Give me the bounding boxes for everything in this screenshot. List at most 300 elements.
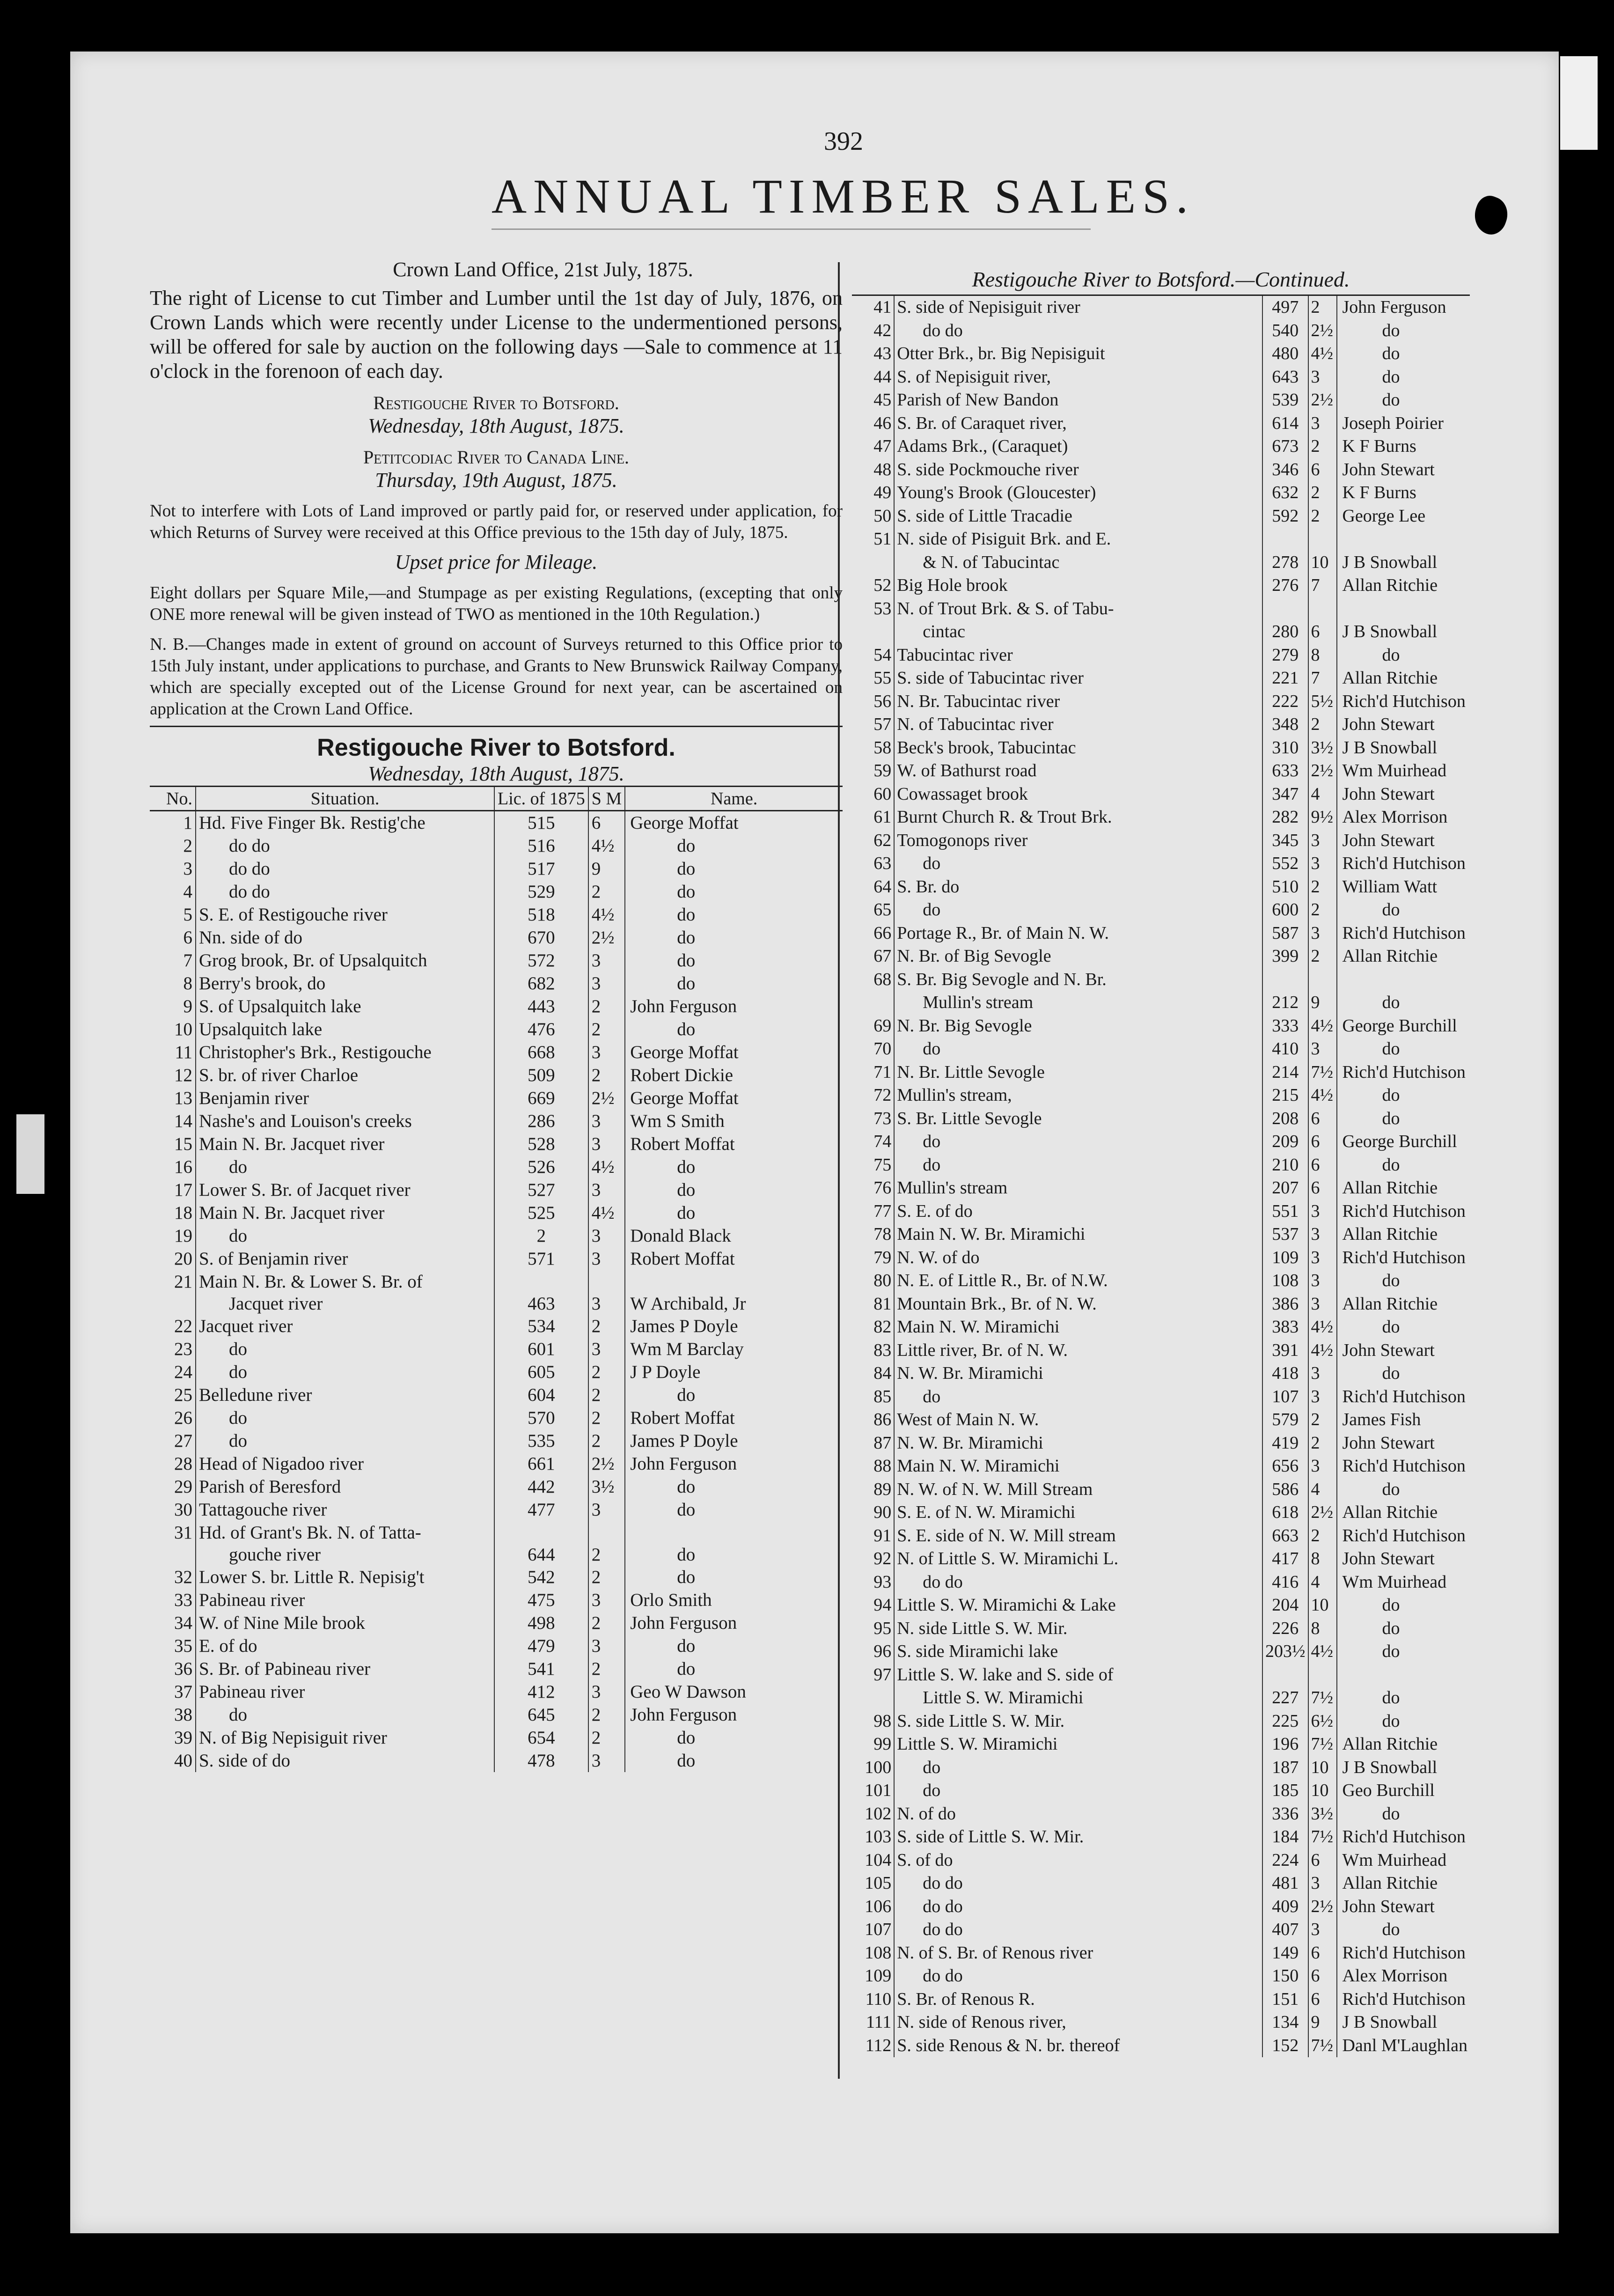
lot-number: 36 (150, 1657, 196, 1680)
square-miles: 6 (1308, 1988, 1337, 2011)
square-miles: 3 (588, 1293, 625, 1315)
license-number: 529 (494, 880, 588, 903)
license-number: 498 (494, 1612, 588, 1634)
square-miles: 2 (588, 1361, 625, 1383)
licensee-name: Rich'd Hutchison (1342, 691, 1466, 711)
square-miles: 2 (1308, 481, 1337, 505)
table-row (150, 1247, 843, 1270)
lot-situation: Parish of Beresford (196, 1475, 494, 1498)
license-number (1262, 968, 1308, 992)
lot-situation: Main N. Br. Jacquet river (196, 1201, 494, 1224)
sale1-date: Wednesday, 18th August, 1875. (368, 414, 624, 437)
license-number: 149 (1262, 1942, 1308, 1965)
square-miles: 2 (588, 1406, 625, 1429)
table-row (852, 1524, 1470, 1548)
licensee-name: William Watt (1342, 876, 1438, 897)
table-row (852, 1038, 1470, 1061)
table-row (150, 1703, 843, 1726)
lot-situation: do do (894, 319, 1262, 343)
lot-situation: Hd. of Grant's Bk. N. of Tatta- (196, 1521, 494, 1544)
table-row (150, 1315, 843, 1338)
sale1-route: Restigouche River to Botsford. (373, 392, 619, 413)
lot-number: 80 (873, 1271, 892, 1290)
licensee-name: George Burchill (1342, 1132, 1457, 1151)
license-number: 515 (494, 811, 588, 835)
licensee-name: Robert Moffat (630, 1249, 735, 1269)
license-number (1262, 1663, 1308, 1687)
license-number: 286 (494, 1110, 588, 1133)
license-number: 196 (1262, 1733, 1308, 1756)
square-miles: 6 (1308, 1849, 1337, 1872)
license-number: 463 (494, 1293, 588, 1315)
lot-number: 67 (873, 946, 892, 966)
square-miles: 3½ (588, 1475, 625, 1498)
licensee-name: Allan Ritchie (1342, 668, 1438, 688)
licensee-name (625, 1521, 843, 1544)
square-miles: 6 (1308, 458, 1337, 482)
square-miles: 2½ (588, 1452, 625, 1475)
lot-situation: do (196, 1155, 494, 1178)
lot-situation: do (894, 1154, 1262, 1177)
licensee-name: Allan Ritchie (1342, 575, 1438, 595)
square-miles: 4½ (1308, 1015, 1337, 1038)
licensee-name: John Stewart (1342, 1549, 1435, 1568)
lot-situation: Pabineau river (196, 1680, 494, 1703)
license-number: 663 (1262, 1524, 1308, 1548)
licensee-name: do (1382, 1108, 1400, 1128)
licensee-name: Wm Muirhead (1342, 1572, 1447, 1592)
licensee-name: do (1382, 1155, 1400, 1175)
licensee-name: K F Burns (1342, 436, 1416, 456)
license-number: 391 (1262, 1339, 1308, 1362)
lot-situation: Burnt Church R. & Trout Brk. (894, 806, 1262, 829)
lot-situation: Mountain Brk., Br. of N. W. (894, 1293, 1262, 1316)
col-header-lic: Lic. of 1875 (494, 787, 588, 811)
lots-table-right (852, 296, 1470, 2057)
square-miles: 6 (1308, 620, 1337, 644)
lot-situation: W. of Nine Mile brook (196, 1612, 494, 1634)
lot-number (852, 1686, 894, 1710)
lot-situation: Otter Brk., br. Big Nepisiguit (894, 342, 1262, 366)
square-miles: 6 (588, 811, 625, 835)
square-miles: 3 (1308, 829, 1337, 853)
license-number: 673 (1262, 435, 1308, 458)
table-row (150, 903, 843, 926)
lot-situation: S. Br. Big Sevogle and N. Br. (894, 968, 1262, 992)
license-number: 682 (494, 972, 588, 995)
sale2-date: Thursday, 19th August, 1875. (375, 469, 617, 492)
table-row (150, 1361, 843, 1383)
lot-situation: Main N. Br. Jacquet river (196, 1133, 494, 1155)
licensee-name: W Archibald, Jr (630, 1294, 746, 1314)
lot-situation: S. side Little S. W. Mir. (894, 1710, 1262, 1733)
table-row (852, 1918, 1470, 1942)
square-miles: 2½ (1308, 1895, 1337, 1919)
lot-number: 41 (873, 297, 892, 317)
lot-number: 55 (873, 668, 892, 688)
table-row (852, 898, 1470, 922)
square-miles: 2 (1308, 876, 1337, 899)
table-row (852, 1803, 1470, 1826)
licensee-name: do (1382, 367, 1400, 387)
lot-number: 51 (873, 529, 892, 549)
license-number: 540 (1262, 319, 1308, 343)
license-number: 476 (494, 1018, 588, 1041)
square-miles: 4½ (1308, 1084, 1337, 1107)
license-number: 208 (1262, 1107, 1308, 1131)
lot-situation: Young's Brook (Gloucester) (894, 481, 1262, 505)
table-row (852, 319, 1470, 343)
sale2-route: Petitcodiac River to Canada Line. (363, 447, 629, 468)
table-row (852, 759, 1470, 783)
lot-situation: Little S. W. Miramichi (894, 1733, 1262, 1756)
licensee-name: do (1382, 1618, 1400, 1638)
licensee-name: do (677, 882, 696, 902)
square-miles: 4½ (1308, 1316, 1337, 1339)
license-number: 222 (1262, 690, 1308, 714)
lot-number: 72 (873, 1085, 892, 1105)
table-row (150, 1293, 843, 1315)
lot-situation: S. of do (894, 1849, 1262, 1872)
licensee-name: do (1382, 900, 1400, 920)
square-miles: 3 (588, 1589, 625, 1612)
lot-number: 11 (150, 1041, 196, 1064)
lot-situation: S. E. side of N. W. Mill stream (894, 1524, 1262, 1548)
licensee-name: do (1382, 1085, 1400, 1105)
lot-number: 99 (873, 1734, 892, 1754)
license-number: 517 (494, 857, 588, 880)
lot-situation: Main N. W. Br. Miramichi (894, 1223, 1262, 1246)
lot-number: 6 (150, 926, 196, 949)
lot-number: 15 (150, 1133, 196, 1155)
table-row (852, 458, 1470, 482)
license-number: 210 (1262, 1154, 1308, 1177)
license-number: 215 (1262, 1084, 1308, 1107)
lot-situation: do (196, 1429, 494, 1452)
table-row (150, 857, 843, 880)
square-miles: 2½ (1308, 389, 1337, 412)
square-miles: 4½ (588, 903, 625, 926)
lot-situation: do (894, 852, 1262, 876)
lot-number: 44 (873, 367, 892, 387)
lot-number (150, 1544, 196, 1566)
square-miles: 2 (1308, 898, 1337, 922)
lots-table-left (150, 786, 843, 1772)
lot-number: 101 (865, 1781, 892, 1800)
license-number: 654 (494, 1726, 588, 1749)
license-number: 333 (1262, 1015, 1308, 1038)
square-miles: 3 (588, 972, 625, 995)
licensee-name: James P Doyle (630, 1316, 738, 1336)
licensee-name: do (1382, 1363, 1400, 1383)
table-row (150, 1521, 843, 1544)
licensee-name (1337, 1663, 1470, 1687)
table-row (852, 574, 1470, 597)
lot-situation: Mullin's stream (894, 991, 1262, 1015)
square-miles: 3 (588, 1041, 625, 1064)
scan-margin-mark (16, 1114, 44, 1194)
licensee-name: John Stewart (1342, 1896, 1435, 1916)
page-number: 392 (824, 127, 863, 156)
table-row (852, 1547, 1470, 1571)
lot-situation: Little river, Br. of N. W. (894, 1339, 1262, 1362)
lot-situation: N. of S. Br. of Renous river (894, 1942, 1262, 1965)
square-miles: 2 (1308, 713, 1337, 736)
lot-number: 43 (873, 344, 892, 363)
table-row (852, 713, 1470, 736)
license-number: 108 (1262, 1269, 1308, 1293)
licensee-name: do (677, 1659, 696, 1679)
table-row (852, 1385, 1470, 1409)
table-row (852, 1455, 1470, 1478)
license-number: 109 (1262, 1246, 1308, 1270)
upset-heading: Upset price for Mileage. (395, 551, 598, 574)
lot-number: 24 (150, 1361, 196, 1383)
square-miles: 2 (588, 1726, 625, 1749)
lot-situation: Upsalquitch lake (196, 1018, 494, 1041)
table-row (852, 736, 1470, 760)
licensee-name: Allan Ritchie (1342, 1178, 1438, 1198)
lot-number (852, 991, 894, 1015)
square-miles: 7½ (1308, 1686, 1337, 1710)
licensee-name: J B Snowball (1342, 737, 1438, 758)
license-number: 184 (1262, 1825, 1308, 1849)
license-number: 2 (494, 1224, 588, 1247)
license-number: 207 (1262, 1177, 1308, 1200)
lot-situation: S. side of Tabucintac river (894, 667, 1262, 690)
licensee-name: Allan Ritchie (1342, 1224, 1438, 1244)
square-miles: 5½ (1308, 690, 1337, 714)
square-miles: 3 (1308, 852, 1337, 876)
license-number: 279 (1262, 644, 1308, 667)
square-miles: 3½ (1308, 1803, 1337, 1826)
lot-situation: Jacquet river (196, 1315, 494, 1338)
table-row (150, 834, 843, 857)
lot-number: 61 (873, 807, 892, 827)
table-row (150, 1406, 843, 1429)
lot-number: 16 (150, 1155, 196, 1178)
square-miles: 3½ (1308, 736, 1337, 760)
license-number: 633 (1262, 759, 1308, 783)
table-row (852, 1571, 1470, 1594)
square-miles (588, 1521, 625, 1544)
table-row (852, 296, 1470, 319)
lot-situation: S. E. of N. W. Miramichi (894, 1501, 1262, 1524)
lot-situation: S. side Renous & N. br. thereof (894, 2034, 1262, 2058)
licensee-name: John Stewart (1342, 459, 1435, 479)
table-row (852, 644, 1470, 667)
licensee-name: do (1382, 344, 1400, 363)
license-number: 412 (494, 1680, 588, 1703)
licensee-name: do (677, 1500, 696, 1520)
lot-situation: Tabucintac river (894, 644, 1262, 667)
license-number: 571 (494, 1247, 588, 1270)
licensee-name: K F Burns (1342, 483, 1416, 502)
table-row (150, 1041, 843, 1064)
license-number: 224 (1262, 1849, 1308, 1872)
table-row (150, 1201, 843, 1224)
licensee-name: Allan Ritchie (1342, 1502, 1438, 1522)
lot-situation: N. Br. of Big Sevogle (894, 945, 1262, 968)
lot-number: 7 (150, 949, 196, 972)
lot-number: 20 (150, 1247, 196, 1270)
license-number: 348 (1262, 713, 1308, 736)
licensee-name (1337, 528, 1470, 551)
lot-situation: Mullin's stream (894, 1177, 1262, 1200)
table-row (150, 1612, 843, 1634)
lot-situation: N. W. of N. W. Mill Stream (894, 1478, 1262, 1501)
lot-situation: West of Main N. W. (894, 1408, 1262, 1432)
square-miles: 4 (1308, 1571, 1337, 1594)
license-number (1262, 597, 1308, 621)
lot-number: 110 (865, 1989, 892, 2009)
table-row (150, 1498, 843, 1521)
licensee-name: do (1382, 1479, 1400, 1499)
lot-number: 102 (865, 1803, 892, 1824)
lot-number: 88 (873, 1456, 892, 1476)
table-row (150, 1544, 843, 1566)
lot-situation: N. E. of Little R., Br. of N.W. (894, 1269, 1262, 1293)
licensee-name: Wm Muirhead (1342, 761, 1447, 780)
license-number: 528 (494, 1133, 588, 1155)
table-row (852, 505, 1470, 528)
license-number (494, 1521, 588, 1544)
lot-number: 40 (150, 1749, 196, 1772)
licensee-name: do (1382, 1595, 1400, 1615)
table-row (852, 1293, 1470, 1316)
table-row (852, 412, 1470, 435)
table-row (852, 945, 1470, 968)
lot-situation: Beck's brook, Tabucintac (894, 736, 1262, 760)
table-row (852, 1501, 1470, 1524)
lot-situation: Little S. W. Miramichi (894, 1686, 1262, 1710)
lot-situation: N. side of Pisiguit Brk. and E. (894, 528, 1262, 551)
lot-number: 76 (873, 1178, 892, 1198)
lot-situation: S. of Nepisiguit river, (894, 366, 1262, 389)
licensee-name: John Stewart (1342, 784, 1435, 804)
square-miles: 2 (1308, 296, 1337, 319)
licensee-name: Danl M'Laughlan (1342, 2035, 1467, 2055)
table-row (150, 1680, 843, 1703)
licensee-name: John Stewart (1342, 830, 1435, 850)
license-number: 668 (494, 1041, 588, 1064)
table-row (150, 972, 843, 995)
lot-number: 10 (150, 1018, 196, 1041)
license-number: 409 (1262, 1895, 1308, 1919)
lot-number: 35 (150, 1634, 196, 1657)
square-miles: 2 (588, 1018, 625, 1041)
square-miles: 3 (1308, 1385, 1337, 1409)
lot-situation: W. of Bathurst road (894, 759, 1262, 783)
license-number: 152 (1262, 2034, 1308, 2058)
lot-situation: Pabineau river (196, 1589, 494, 1612)
notice-nb: N. B.—Changes made in extent of ground on account of Surveys returned to this Office prior to 15th July instant, under applications to purchase, and Grants to New Brunswick Railway Company, which are specially excepted out of the License Ground for next year, can be ascertained on application at the Crown Land Office. (150, 635, 843, 719)
lot-number: 38 (150, 1703, 196, 1726)
license-number: 480 (1262, 342, 1308, 366)
square-miles: 2 (588, 880, 625, 903)
licensee-name (1337, 968, 1470, 992)
lot-situation: N. side of Renous river, (894, 2011, 1262, 2034)
lot-situation: N. Br. Big Sevogle (894, 1015, 1262, 1038)
table-row (852, 1849, 1470, 1872)
table-row (150, 949, 843, 972)
lot-situation: do (196, 1338, 494, 1361)
square-miles: 2½ (1308, 319, 1337, 343)
square-miles: 6 (1308, 1177, 1337, 1200)
square-miles: 3 (588, 1247, 625, 1270)
licensee-name: J B Snowball (1342, 1757, 1438, 1777)
lot-number: 29 (150, 1475, 196, 1498)
lot-number: 50 (873, 506, 892, 526)
lot-number: 82 (873, 1317, 892, 1337)
license-number: 605 (494, 1361, 588, 1383)
table-row (150, 1634, 843, 1657)
lot-number: 22 (150, 1315, 196, 1338)
licensee-name: Orlo Smith (630, 1590, 712, 1610)
license-number: 618 (1262, 1501, 1308, 1524)
table-row (852, 2011, 1470, 2034)
lot-situation: do (894, 1779, 1262, 1803)
lot-number: 37 (150, 1680, 196, 1703)
table-row (150, 1064, 843, 1087)
lot-number: 96 (873, 1641, 892, 1661)
lot-number: 71 (873, 1062, 892, 1082)
square-miles: 4½ (588, 1155, 625, 1178)
square-miles: 3 (588, 1634, 625, 1657)
licensee-name: do (1382, 1641, 1400, 1661)
table-row (852, 1269, 1470, 1293)
lot-number: 77 (873, 1201, 892, 1221)
lot-situation: S. side Pockmouche river (894, 458, 1262, 482)
lot-number: 1 (150, 811, 196, 835)
licensee-name: John Ferguson (1342, 297, 1446, 317)
lot-number: 86 (873, 1410, 892, 1429)
lot-number: 107 (865, 1920, 892, 1939)
square-miles: 8 (1308, 644, 1337, 667)
lot-number: 65 (873, 900, 892, 920)
licensee-name: do (677, 1567, 696, 1587)
lot-situation: N. W. Br. Miramichi (894, 1362, 1262, 1385)
lot-situation: Main N. W. Miramichi (894, 1316, 1262, 1339)
lot-situation: do (196, 1406, 494, 1429)
square-miles: 7 (1308, 574, 1337, 597)
lot-situation: E. of do (196, 1634, 494, 1657)
licensee-name: Robert Moffat (630, 1134, 735, 1154)
table-row (852, 1200, 1470, 1223)
license-number: 632 (1262, 481, 1308, 505)
license-number: 497 (1262, 296, 1308, 319)
lot-number: 97 (873, 1664, 892, 1685)
lot-situation: do do (894, 1965, 1262, 1988)
table-row (852, 435, 1470, 458)
table-row (852, 2034, 1470, 2058)
licensee-name: do (677, 1157, 696, 1177)
square-miles: 2 (588, 1657, 625, 1680)
lot-situation: N. side Little S. W. Mir. (894, 1617, 1262, 1641)
lot-situation: Lower S. br. Little R. Nepisig't (196, 1566, 494, 1589)
lot-situation: Nashe's and Louison's creeks (196, 1110, 494, 1133)
license-number: 604 (494, 1383, 588, 1406)
licensee-name: Geo W Dawson (630, 1682, 746, 1702)
licensee-name: Geo Burchill (1342, 1781, 1435, 1800)
license-number: 336 (1262, 1803, 1308, 1826)
lot-situation: S. Br. of Renous R. (894, 1988, 1262, 2011)
lot-number: 66 (873, 923, 892, 943)
license-number (1262, 528, 1308, 551)
lot-number: 53 (873, 598, 892, 618)
license-number: 592 (1262, 505, 1308, 528)
table-row (852, 1015, 1470, 1038)
